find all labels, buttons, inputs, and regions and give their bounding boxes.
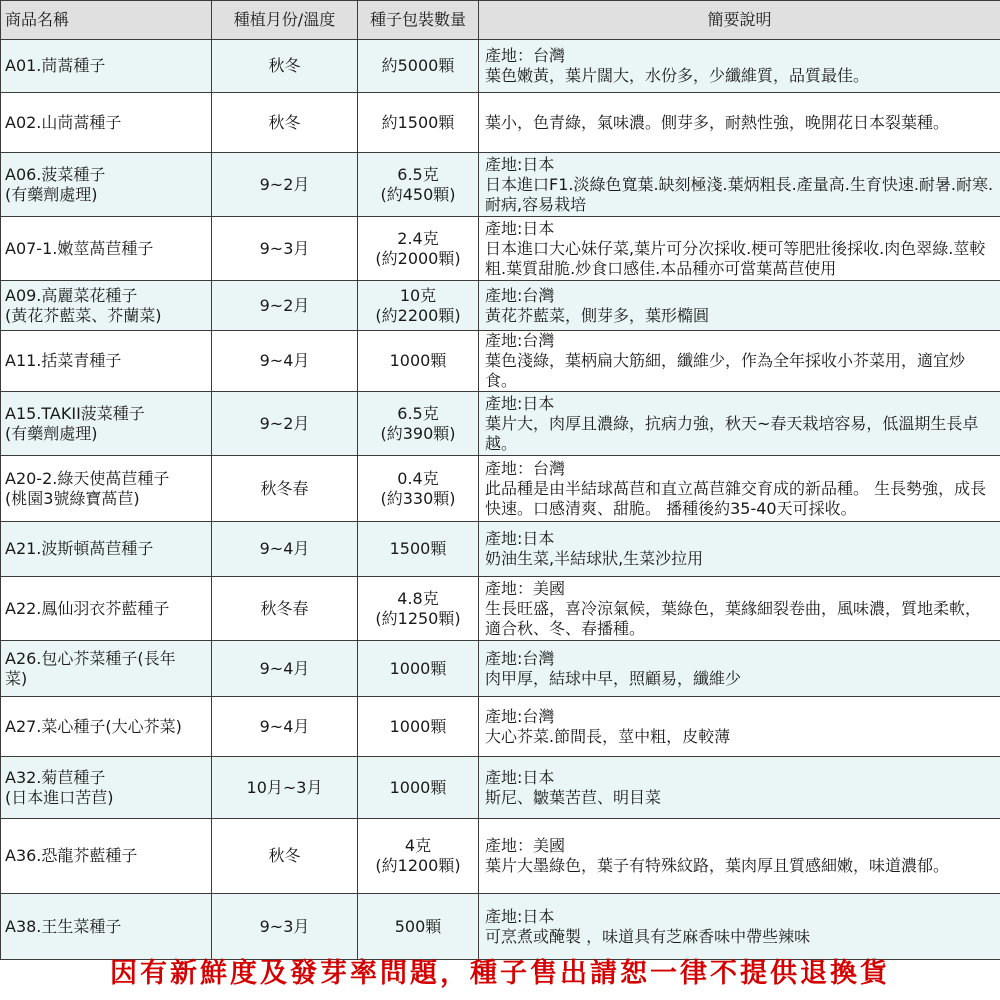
description-line: 產地:日本 (485, 906, 555, 926)
table-row (1, 281, 1000, 331)
package-quantity-line: 約5000顆 (381, 56, 455, 75)
table-row (1, 522, 1000, 577)
planting-season-cell: 秋冬春 (212, 577, 358, 641)
description-line: 產地:台灣 (485, 706, 555, 726)
description-cell (479, 217, 1000, 281)
package-quantity-line: 1000顆 (389, 658, 447, 678)
package-quantity-cell (358, 93, 479, 153)
description-line: 葉片大，肉厚且濃綠，抗病力強，秋天~春天栽培容易，低溫期生長卓越。 (485, 413, 979, 453)
package-quantity-line: 0.4克 (397, 468, 439, 488)
description-cell (479, 456, 1000, 522)
product-name-line: (桃園3號綠寶萵苣) (5, 488, 140, 508)
product-name-cell (1, 641, 212, 697)
product-name-line: A15.TAKII菠菜種子 (5, 403, 145, 423)
package-quantity-cell (358, 153, 479, 217)
planting-season-cell: 秋冬春 (212, 456, 358, 522)
product-name-cell (1, 217, 212, 281)
product-name-cell (1, 40, 212, 93)
table-row (1, 392, 1000, 456)
planting-season-cell: 9~4月 (212, 697, 358, 757)
package-quantity-line: 10克 (399, 285, 437, 305)
description-cell (479, 40, 1000, 93)
description-line: 產地：台灣 (485, 458, 566, 478)
description-cell (479, 577, 1000, 641)
product-name-line: A21.波斯頓萵苣種子 (5, 539, 154, 558)
package-quantity-line: 約1500顆 (381, 112, 455, 132)
product-name-line: A01.茼蒿種子 (5, 56, 106, 75)
description-line: 產地：美國 (485, 578, 566, 598)
product-name-cell (1, 93, 212, 153)
description-line: 肉甲厚，結球中早，照顧易，纖維少 (485, 668, 742, 688)
planting-season-cell: 9~2月 (212, 153, 358, 217)
package-quantity-line: 2.4克 (397, 228, 439, 248)
description-line: 斯尼、皺葉苦苣、明目菜 (485, 787, 662, 807)
description-line: 奶油生菜,半結球狀,生菜沙拉用 (485, 549, 704, 568)
package-quantity-cell (358, 392, 479, 456)
package-quantity-cell (358, 281, 479, 331)
package-quantity-line: (約2000顆) (375, 248, 461, 268)
table-header-row (1, 1, 1000, 40)
planting-season-cell: 10月~3月 (212, 757, 358, 819)
package-quantity-cell (358, 697, 479, 757)
table-row (1, 757, 1000, 819)
description-line: 日本進口大心妹仔菜,葉片可分次採收.梗可等肥壯後採收.肉色翠綠.莖較粗.葉質甜脆.炒食口感佳.本品種亦可當葉萵苣使用 (485, 238, 986, 278)
product-name-line: A07-1.嫩莖萵苣種子 (5, 238, 154, 258)
description-line: 產地:日本 (485, 218, 555, 238)
description-line: 產地:日本 (485, 529, 555, 548)
product-name-line: A06.菠菜種子 (5, 164, 106, 184)
product-name-line: A22.鳳仙羽衣芥藍種子 (5, 598, 170, 618)
package-quantity-cell (358, 577, 479, 641)
package-quantity-cell (358, 819, 479, 894)
package-quantity-line: 1000顆 (389, 777, 447, 797)
package-quantity-line: (約1200顆) (375, 856, 461, 875)
package-quantity-line: 1500顆 (389, 539, 447, 558)
package-quantity-cell (358, 217, 479, 281)
package-quantity-cell (358, 522, 479, 577)
package-quantity-line: 1000顆 (389, 716, 447, 736)
description-line: 此品種是由半結球萵苣和直立萵苣雜交育成的新品種。 生長勢強，成長快速。口感清爽、甜脆。 播種後約35-40天可採收。 (485, 478, 987, 518)
no-return-notice: 因有新鮮度及發芽率問題，種子售出請恕一律不提供退換貨 (110, 958, 890, 989)
planting-season-cell: 9~2月 (212, 281, 358, 331)
package-quantity-line: 4克 (404, 836, 432, 855)
description-cell (479, 93, 1000, 153)
description-cell (479, 281, 1000, 331)
description-line: 黃花芥藍菜，側芽多，葉形橢圓 (485, 305, 710, 325)
product-name-line: A26.包心芥菜種子(長年 (5, 648, 176, 668)
description-line: 產地:日本 (485, 154, 555, 174)
product-name-line: A09.高麗菜花種子 (5, 285, 138, 305)
description-cell (479, 757, 1000, 819)
package-quantity-line: 4.8克 (397, 588, 439, 608)
table-row (1, 40, 1000, 93)
description-line: 可烹煮或醃製 ，味道具有芝麻香味中帶些辣味 (485, 926, 811, 946)
description-line: 產地:日本 (485, 393, 555, 413)
package-quantity-cell (358, 641, 479, 697)
description-line: 葉色淺綠，葉柄扁大筋細，纖維少，作為全年採收小芥菜用，適宜炒食。 (485, 351, 966, 390)
planting-season-cell: 秋冬 (212, 93, 358, 153)
description-cell (479, 819, 1000, 894)
planting-season-cell: 9~2月 (212, 392, 358, 456)
table-row (1, 153, 1000, 217)
table-row (1, 894, 1000, 960)
product-name-cell (1, 281, 212, 331)
description-cell (479, 697, 1000, 757)
product-name-line: A38.王生菜種子 (5, 916, 122, 936)
description-line: 大心芥菜.節間長，莖中粗，皮較薄 (485, 726, 731, 746)
product-name-cell (1, 522, 212, 577)
package-quantity-cell (358, 456, 479, 522)
package-quantity-cell (358, 757, 479, 819)
description-line: 產地:台灣 (485, 331, 555, 350)
description-line: 葉小，色青綠，氣味濃。側芽多，耐熱性強，晚開花日本裂葉種。 (485, 112, 950, 132)
table-row (1, 331, 1000, 392)
package-quantity-cell (358, 894, 479, 960)
planting-season-cell: 9~3月 (212, 217, 358, 281)
product-name-cell (1, 456, 212, 522)
package-quantity-line: 6.5克 (397, 164, 439, 184)
table-row (1, 217, 1000, 281)
package-quantity-line: (約390顆) (380, 423, 456, 443)
table-row (1, 819, 1000, 894)
package-quantity-line: 1000顆 (389, 351, 447, 370)
product-name-cell (1, 819, 212, 894)
description-cell (479, 522, 1000, 577)
product-name-line: (有藥劑處理) (5, 184, 98, 204)
product-name-line: A11.括菜青種子 (5, 351, 122, 370)
header-product-name: 商品名稱 (1, 1, 212, 40)
package-quantity-line: 500顆 (394, 916, 442, 936)
table-row (1, 577, 1000, 641)
header-package-quantity: 種子包裝數量 (358, 1, 479, 40)
product-name-line: 菜) (5, 668, 28, 688)
product-name-line: A27.菜心種子(大心芥菜) (5, 716, 182, 736)
description-cell (479, 331, 1000, 392)
description-cell (479, 392, 1000, 456)
product-name-line: A32.菊苣種子 (5, 767, 106, 787)
product-name-cell (1, 894, 212, 960)
product-name-cell (1, 697, 212, 757)
product-name-line: (有藥劑處理) (5, 423, 98, 443)
product-name-line: (黃花芥藍菜、芥蘭菜) (5, 305, 162, 325)
description-line: 日本進口F1.淡綠色寬葉.缺刻極淺.葉炳粗長.產量高.生育快速.耐暑.耐寒.耐病,容易栽培 (485, 174, 994, 214)
package-quantity-cell (358, 331, 479, 392)
product-name-cell (1, 577, 212, 641)
description-line: 產地:台灣 (485, 648, 555, 668)
package-quantity-line: (約2200顆) (375, 305, 461, 325)
description-line: 葉片大墨綠色，葉子有特殊紋路，葉肉厚且質感細嫩，味道濃郁。 (485, 856, 950, 875)
product-name-cell (1, 757, 212, 819)
product-name-cell (1, 392, 212, 456)
planting-season-cell: 秋冬 (212, 819, 358, 894)
product-name-cell (1, 153, 212, 217)
planting-season-cell: 9~4月 (212, 522, 358, 577)
table-row (1, 456, 1000, 522)
package-quantity-line: 6.5克 (397, 403, 439, 423)
header-description: 簡要說明 (479, 1, 1000, 40)
planting-season-cell: 9~3月 (212, 894, 358, 960)
package-quantity-cell (358, 40, 479, 93)
product-name-line: A36.恐龍芥藍種子 (5, 846, 138, 865)
description-line: 產地:日本 (485, 767, 555, 787)
table-row (1, 641, 1000, 697)
description-line: 葉色嫩黃，葉片闊大，水份多，少纖維質，品質最佳。 (485, 66, 870, 85)
table-row (1, 93, 1000, 153)
package-quantity-line: (約450顆) (380, 184, 456, 204)
description-line: 產地：美國 (485, 836, 566, 855)
package-quantity-line: (約330顆) (380, 488, 456, 508)
description-cell (479, 894, 1000, 960)
product-name-line: (日本進口苦苣) (5, 787, 114, 807)
description-cell (479, 641, 1000, 697)
table-row (1, 697, 1000, 757)
description-line: 生長旺盛，喜冷涼氣候，葉綠色，葉緣細裂卷曲，風味濃，質地柔軟，適合秋、冬、春播種。 (485, 598, 982, 638)
product-name-cell (1, 331, 212, 392)
product-name-line: A20-2.綠天使萵苣種子 (5, 468, 170, 488)
product-name-line: A02.山茼蒿種子 (5, 112, 122, 132)
planting-season-cell: 秋冬 (212, 40, 358, 93)
description-line: 產地:台灣 (485, 285, 555, 305)
header-planting-season: 種植月份/溫度 (212, 1, 358, 40)
package-quantity-line: (約1250顆) (375, 608, 461, 628)
description-cell (479, 153, 1000, 217)
table-body (1, 40, 1000, 960)
description-line: 產地：台灣 (485, 46, 566, 65)
planting-season-cell: 9~4月 (212, 641, 358, 697)
planting-season-cell: 9~4月 (212, 331, 358, 392)
